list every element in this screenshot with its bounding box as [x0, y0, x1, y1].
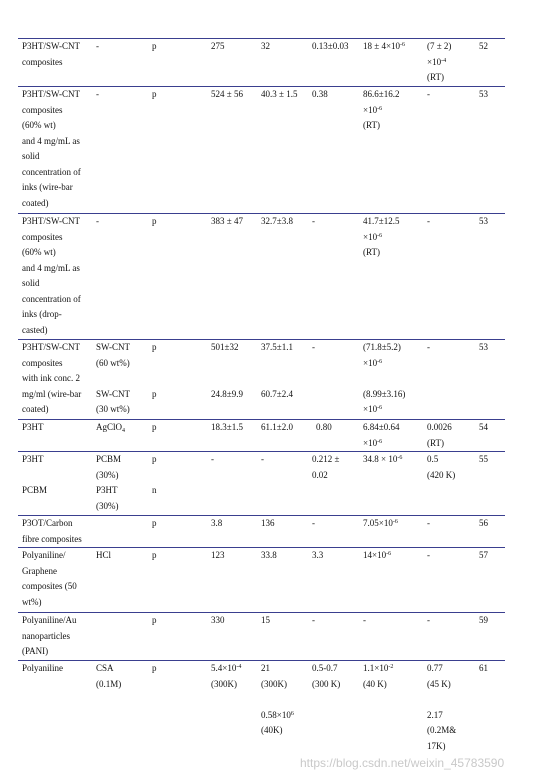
cell-thermal-conductivity: 0.80 [316, 422, 332, 432]
cell-type: p [152, 41, 157, 51]
cell-zt: (71.8±5.2) $\times 10^{-6}$ (8.99±3.16) $\times 10^{-6}$ [363, 342, 406, 414]
cell-zt: - [363, 615, 366, 625]
cell-material: P3HT/SW-CNT composites with ink conc. 2 mg/ml (wire-bar coated) [22, 342, 82, 414]
cell-dopant: PCBM (30%) P3HT (30%) [96, 454, 122, 511]
watermark: https://blog.csdn.net/weixin_45783590 [300, 756, 505, 770]
cell-type: p [152, 550, 157, 560]
cell-reference: 53 [479, 216, 488, 226]
cell-seebeck: 40.3 ± 1.5 [261, 89, 298, 99]
cell-dopant: AgClO$_4$ [96, 422, 126, 434]
cell-seebeck: 32.7±3.8 [261, 216, 293, 226]
cell-extra: 0.0026 (RT) [427, 422, 452, 448]
cell-conductivity: 18.3±1.5 [211, 422, 243, 432]
cell-zt: 86.6±16.2 $\times 10^{-6}$ (RT) [363, 89, 400, 130]
cell-seebeck: 32 [261, 41, 270, 51]
cell-reference: 59 [479, 615, 488, 625]
cell-seebeck: 37.5±1.1 60.7±2.4 [261, 342, 293, 399]
cell-zt: $14\times 10^{-6}$ [363, 550, 392, 560]
cell-material: P3HT/SW-CNT composites [22, 41, 81, 67]
cell-reference: 53 [479, 342, 488, 352]
cell-conductivity: 123 [211, 550, 225, 560]
cell-dopant: HCl [96, 550, 112, 560]
cell-conductivity: 330 [211, 615, 225, 625]
cell-material: P3HT [22, 422, 44, 432]
cell-material: P3OT/Carbon fibre composites [22, 518, 82, 544]
cell-zt: $34.8 \times 10^{-6}$ [363, 454, 403, 464]
cell-thermal-conductivity: - [312, 518, 315, 528]
cell-type: p [152, 422, 157, 432]
cell-seebeck: 21 (300K) $0.58\times 10^6$ (40K) [261, 663, 294, 735]
cell-extra: (7 ± 2) $\times 10^{-4}$ (RT) [427, 41, 452, 82]
cell-thermal-conductivity: 0.38 [312, 89, 328, 99]
cell-material: Polyaniline/ Graphene composites (50 wt%) [22, 550, 77, 607]
cell-material: P3HT/SW-CNT composites (60% wt) and 4 mg/mL as solid concentration of inks (wire-bar coated) [22, 89, 81, 208]
cell-zt: 6.84±0.64 $\times 10^{-6}$ [363, 422, 400, 448]
cell-extra: 0.77 (45 K) 2.17 (0.2M& 17K) [427, 663, 457, 751]
cell-conductivity: 275 [211, 41, 225, 51]
cell-type: p p [152, 342, 157, 399]
cell-extra: - [427, 615, 430, 625]
cell-seebeck: 15 [261, 615, 270, 625]
cell-seebeck: 33.8 [261, 550, 277, 560]
cell-dopant: CSA (0.1M) [96, 663, 122, 689]
cell-conductivity: $5.4\times 10^{-4}$ (300K) [211, 663, 242, 689]
cell-conductivity: 524 ± 56 [211, 89, 243, 99]
cell-thermal-conductivity: 3.3 [312, 550, 324, 560]
cell-conductivity: 501±32 24.8±9.9 [211, 342, 243, 399]
cell-thermal-conductivity: 0.212 ± 0.02 [312, 454, 340, 480]
cell-reference: 55 [479, 454, 488, 464]
cell-material: Polyaniline [22, 663, 63, 673]
cell-thermal-conductivity: - [312, 342, 315, 352]
cell-zt: $1.1\times 10^{-2}$ (40 K) [363, 663, 394, 689]
cell-reference: 53 [479, 89, 488, 99]
cell-reference: 56 [479, 518, 488, 528]
cell-material: P3HT/SW-CNT composites (60% wt) and 4 mg/mL as solid concentration of inks (drop- casted) [22, 216, 81, 335]
cell-conductivity: 3.8 [211, 518, 223, 528]
cell-reference: 61 [479, 663, 488, 673]
cell-reference: 52 [479, 41, 488, 51]
cell-dopant: - [96, 89, 99, 99]
cell-type: p [152, 615, 157, 625]
cell-dopant: - [96, 41, 99, 51]
cell-type: p n [152, 454, 157, 495]
cell-type: p [152, 663, 157, 673]
cell-type: p [152, 518, 157, 528]
cell-extra: - [427, 216, 430, 226]
cell-thermal-conductivity: 0.5-0.7 (300 K) [312, 663, 341, 689]
cell-type: p [152, 89, 157, 99]
cell-conductivity: 383 ± 47 [211, 216, 243, 226]
cell-seebeck: 61.1±2.0 [261, 422, 293, 432]
cell-extra: - [427, 518, 430, 528]
cell-type: p [152, 216, 157, 226]
cell-thermal-conductivity: - [312, 615, 315, 625]
cell-zt: $7.05\times 10^{-6}$ [363, 518, 398, 528]
cell-extra: - [427, 342, 430, 352]
cell-extra: 0.5 (420 K) [427, 454, 456, 480]
cell-dopant: - [96, 216, 99, 226]
cell-conductivity: - [211, 454, 214, 464]
cell-zt: 41.7±12.5 $\times 10^{-6}$ (RT) [363, 216, 400, 257]
cell-seebeck: - [261, 454, 264, 464]
cell-reference: 57 [479, 550, 488, 560]
cell-zt: $18 \pm 4\times 10^{-6}$ [363, 41, 406, 51]
cell-material: P3HT PCBM [22, 454, 48, 495]
cell-dopant: SW-CNT (60 wt%) SW-CNT (30 wt%) [96, 342, 131, 414]
cell-reference: 54 [479, 422, 488, 432]
cell-thermal-conductivity: 0.13±0.03 [312, 41, 349, 51]
cell-material: Polyaniline/Au nanoparticles (PANI) [22, 615, 77, 656]
cell-extra: - [427, 550, 430, 560]
cell-extra: - [427, 89, 430, 99]
cell-thermal-conductivity: - [312, 216, 315, 226]
cell-seebeck: 136 [261, 518, 275, 528]
